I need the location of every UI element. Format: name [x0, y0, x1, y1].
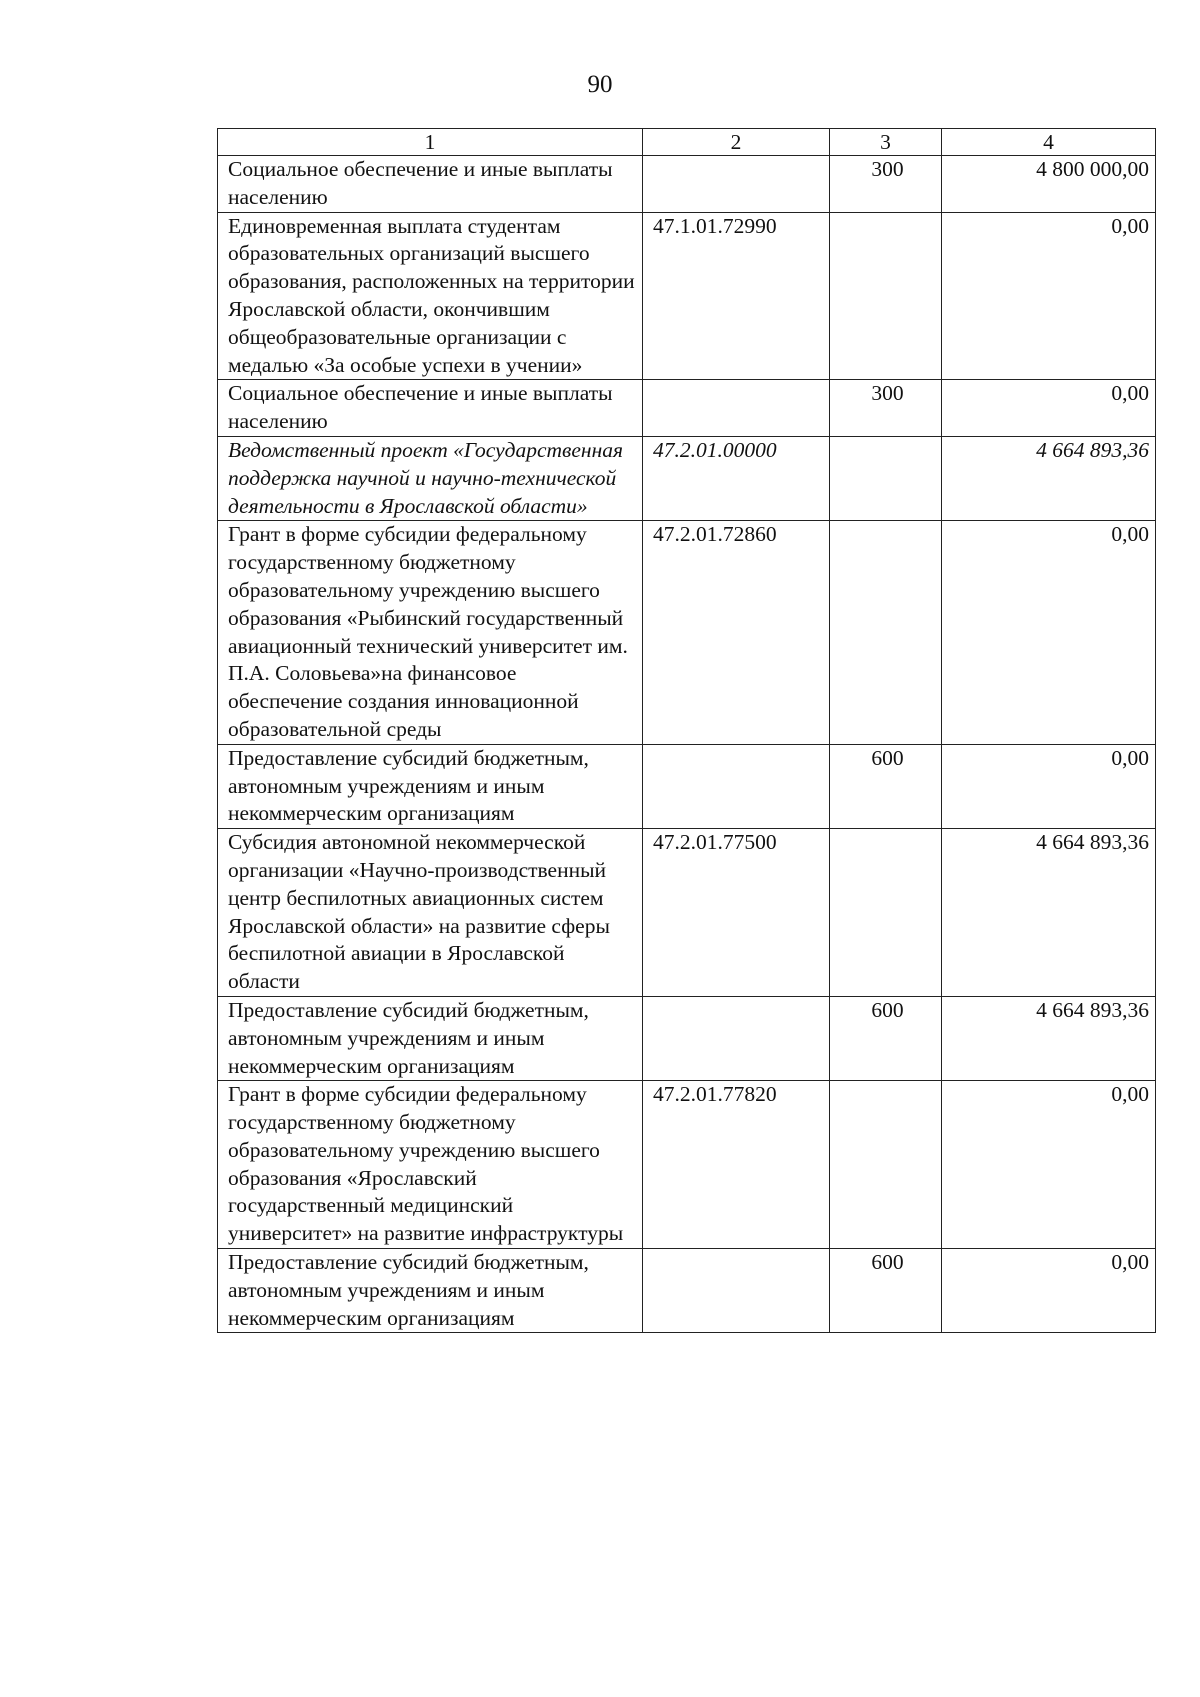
row-kvr-cell: 600	[830, 1249, 942, 1333]
table-row-project	[218, 436, 1156, 520]
row-name-cell: Единовременная выплата студентам образовательных организаций высшего образования, расположенных на территории Ярославской области, окончившим общеобразовательные организации с медалью «За особые успехи в учении»	[218, 212, 643, 380]
table-row	[218, 1249, 1156, 1333]
column-header-4: 4	[942, 129, 1156, 156]
row-sum-cell: 0,00	[942, 1081, 1156, 1249]
row-kvr-cell	[830, 829, 942, 997]
row-sum-cell: 4 664 893,36	[942, 829, 1156, 997]
row-code-cell: 47.2.01.72860	[643, 521, 830, 744]
column-header-3: 3	[830, 129, 942, 156]
row-kvr-cell	[830, 521, 942, 744]
row-code-cell	[643, 380, 830, 437]
row-sum-cell: 0,00	[942, 380, 1156, 437]
budget-table	[217, 128, 1156, 1333]
row-sum-cell: 4 664 893,36	[942, 436, 1156, 520]
row-code-cell: 47.2.01.77820	[643, 1081, 830, 1249]
table-row	[218, 744, 1156, 828]
header-row	[218, 129, 1156, 156]
row-name-cell: Ведомственный проект «Государственная поддержка научной и научно-технической деятельности в Ярославской области»	[218, 436, 643, 520]
page-number: 90	[587, 71, 613, 98]
row-code-cell	[643, 156, 830, 213]
table-row	[218, 521, 1156, 744]
row-name-cell: Социальное обеспечение и иные выплаты населению	[218, 380, 643, 437]
row-sum-cell: 0,00	[942, 1249, 1156, 1333]
row-kvr-cell: 600	[830, 744, 942, 828]
row-sum-cell: 0,00	[942, 521, 1156, 744]
row-sum-cell: 0,00	[942, 744, 1156, 828]
row-kvr-cell: 300	[830, 156, 942, 213]
row-name-cell: Субсидия автономной некоммерческой организации «Научно-производственный центр беспилотных авиационных систем Ярославской области» на развитие сферы беспилотной авиации в Ярославской области	[218, 829, 643, 997]
row-kvr-cell	[830, 436, 942, 520]
table-row	[218, 996, 1156, 1080]
row-code-cell	[643, 996, 830, 1080]
row-code-cell	[643, 1249, 830, 1333]
table-body	[218, 156, 1156, 1333]
table-row	[218, 829, 1156, 997]
row-kvr-cell: 300	[830, 380, 942, 437]
row-name-cell: Предоставление субсидий бюджетным, автономным учреждениям и иным некоммерческим организациям	[218, 1249, 643, 1333]
row-kvr-cell	[830, 1081, 942, 1249]
row-sum-cell: 4 800 000,00	[942, 156, 1156, 213]
row-name-cell: Предоставление субсидий бюджетным, автономным учреждениям и иным некоммерческим организациям	[218, 744, 643, 828]
row-code-cell: 47.2.01.00000	[643, 436, 830, 520]
row-name-cell: Грант в форме субсидии федеральному государственному бюджетному образовательному учреждению высшего образования «Ярославский государственный медицинский университет» на развитие инфраструктуры	[218, 1081, 643, 1249]
column-header-2: 2	[643, 129, 830, 156]
row-kvr-cell: 600	[830, 996, 942, 1080]
row-name-cell: Социальное обеспечение и иные выплаты населению	[218, 156, 643, 213]
row-sum-cell: 4 664 893,36	[942, 996, 1156, 1080]
table-row	[218, 156, 1156, 213]
row-code-cell: 47.2.01.77500	[643, 829, 830, 997]
row-kvr-cell	[830, 212, 942, 380]
table-row	[218, 212, 1156, 380]
row-sum-cell: 0,00	[942, 212, 1156, 380]
row-name-cell: Грант в форме субсидии федеральному государственному бюджетному образовательному учреждению высшего образования «Рыбинский государственный авиационный технический университет им. П.А. Соловьева»на финансовое обеспечение создания инновационной образовательной среды	[218, 521, 643, 744]
row-name-cell: Предоставление субсидий бюджетным, автономным учреждениям и иным некоммерческим организациям	[218, 996, 643, 1080]
column-header-1: 1	[218, 129, 643, 156]
table-row	[218, 1081, 1156, 1249]
row-code-cell	[643, 744, 830, 828]
row-code-cell: 47.1.01.72990	[643, 212, 830, 380]
table-header	[218, 129, 1156, 156]
table-row	[218, 380, 1156, 437]
